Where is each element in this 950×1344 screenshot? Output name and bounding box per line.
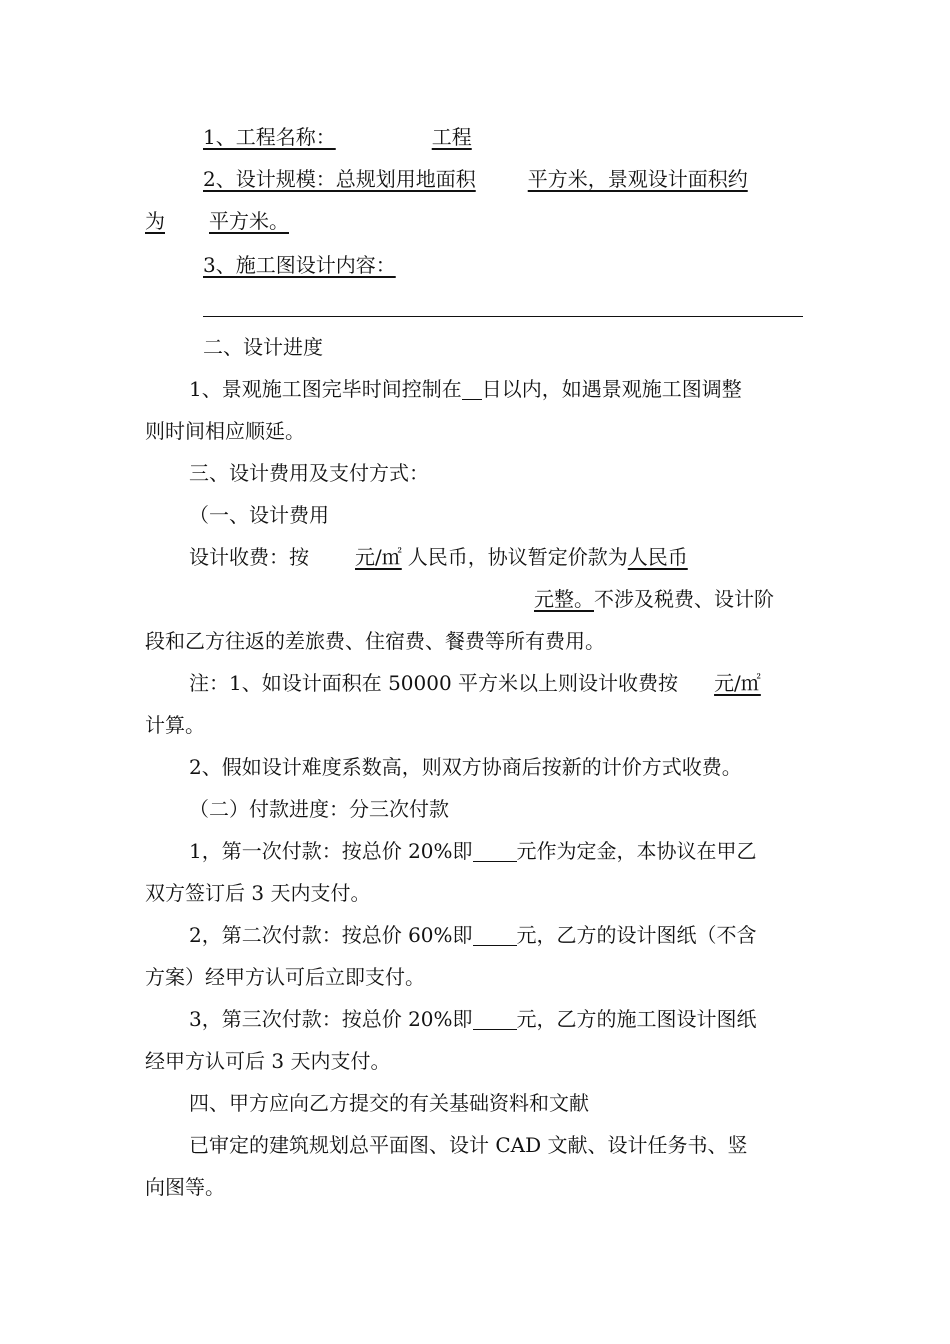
scale-text-b: 平方米，景观设计面积约 <box>527 167 748 191</box>
content-blank-rule <box>203 316 803 317</box>
fee-text-b: 人民币，协议暂定价款为 <box>407 545 628 569</box>
pay-2-text-b: 元，乙方的设计图纸（不含 <box>516 923 757 947</box>
fee-text-c: 不涉及税费、设计阶 <box>594 587 774 611</box>
pay-2-blank <box>473 921 517 946</box>
payment-2-line-2: 方案）经甲方认可后立即支付。 <box>145 965 425 989</box>
progress-text-b: 日以内，如遇景观施工图调整 <box>481 377 742 401</box>
fee-rmb-blank <box>628 545 714 569</box>
payment-3-line-1 <box>189 998 757 1040</box>
fee-unit-blank <box>309 545 408 569</box>
fee-line-1 <box>189 536 714 578</box>
pay-3-blank <box>473 1005 517 1030</box>
docs-line-1: 已审定的建筑规划总平面图、设计 CAD 文献、设计任务书、竖 <box>189 1133 748 1157</box>
fee-title: 三、设计费用及支付方式： <box>189 461 429 485</box>
scale-text-a: 2、设计规模：总规划用地面积 <box>203 167 476 191</box>
payment-subtitle: （二）付款进度：分三次付款 <box>189 797 449 821</box>
project-name-label: 1、工程名称： <box>203 125 336 149</box>
pay-3-text-a: 3，第三次付款：按总价 20%即 <box>189 1007 473 1031</box>
fee-line-2 <box>189 578 774 620</box>
scale-text-c: 为 <box>145 209 165 233</box>
design-scale-line <box>203 158 748 200</box>
docs-line-2: 向图等。 <box>145 1175 225 1199</box>
progress-line-2: 则时间相应顺延。 <box>145 419 305 443</box>
days-blank <box>462 375 482 400</box>
fee-line-3: 段和乙方往返的差旅费、住宿费、餐费等所有费用。 <box>145 629 605 653</box>
project-name-suffix: 工程 <box>431 125 472 149</box>
pay-2-text-a: 2，第二次付款：按总价 60%即 <box>189 923 473 947</box>
progress-text-a: 1、景观施工图完毕时间控制在 <box>189 377 462 401</box>
note-text-a: 注：1、如设计面积在 50000 平方米以上则设计收费按 <box>189 671 679 695</box>
payment-2-line-1 <box>189 914 757 956</box>
note-line-2: 计算。 <box>145 713 205 737</box>
note-line-3: 2、假如设计难度系数高，则双方协商后按新的计价方式收费。 <box>189 755 742 779</box>
project-name-line <box>203 116 472 158</box>
design-scale-line-2 <box>145 200 289 242</box>
payment-1-line-2: 双方签订后 3 天内支付。 <box>145 881 371 905</box>
fee-unit: 元/㎡ <box>355 545 402 569</box>
pay-1-text-b: 元作为定金，本协议在甲乙 <box>516 839 757 863</box>
pay-1-text-a: 1，第一次付款：按总价 20%即 <box>189 839 473 863</box>
note-line-1 <box>189 662 761 704</box>
payment-3-line-2: 经甲方认可后 3 天内支付。 <box>145 1049 391 1073</box>
fee-yuan: 元整。 <box>534 587 594 611</box>
pay-3-text-b: 元，乙方的施工图设计图纸 <box>516 1007 757 1031</box>
fee-amount-blank <box>189 587 594 611</box>
progress-title: 二、设计进度 <box>203 335 323 359</box>
fee-text-a: 设计收费：按 <box>189 545 309 569</box>
note-unit-blank <box>678 671 761 695</box>
note-unit: 元/㎡ <box>714 671 761 695</box>
fee-subtitle: （一、设计费用 <box>189 503 329 527</box>
construction-content-label: 3、施工图设计内容： <box>203 253 396 277</box>
progress-line-1 <box>189 368 742 410</box>
fee-rmb: 人民币 <box>627 545 688 569</box>
docs-title: 四、甲方应向乙方提交的有关基础资料和文献 <box>189 1091 589 1115</box>
payment-1-line-1 <box>189 830 757 872</box>
pay-1-blank <box>473 837 517 862</box>
scale-text-d: 平方米。 <box>209 209 289 233</box>
